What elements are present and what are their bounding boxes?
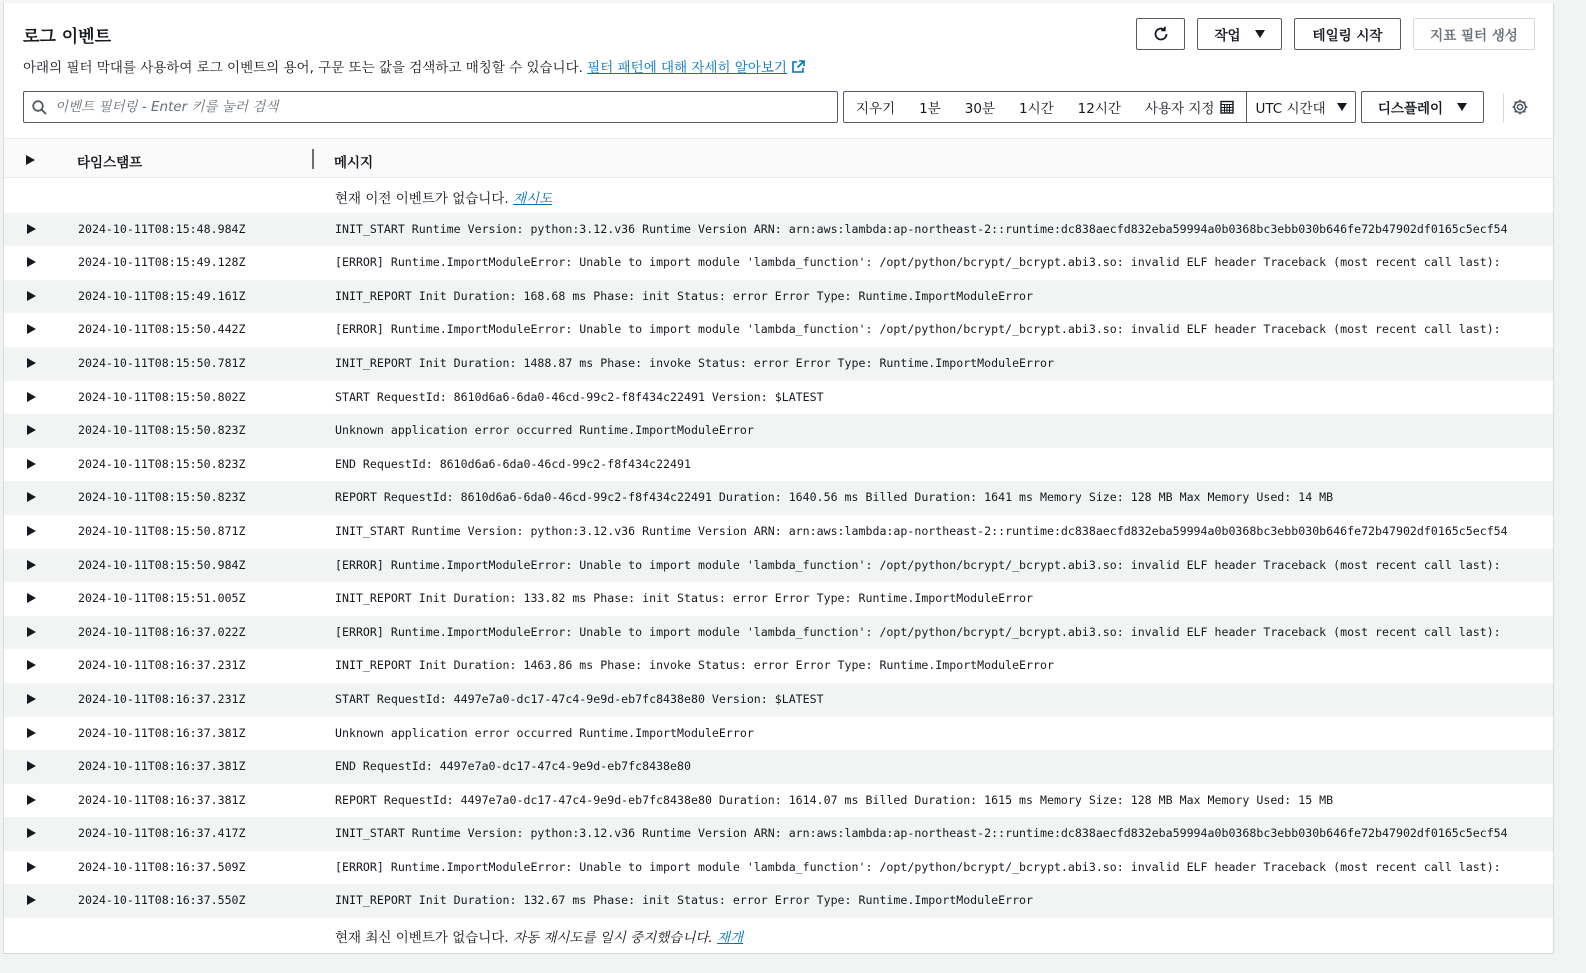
log-timestamp: 2024-10-11T08:16:37.022Z — [78, 624, 246, 639]
table-header — [4, 138, 1553, 178]
refresh-button[interactable] — [1136, 18, 1185, 50]
log-timestamp: 2024-10-11T08:15:50.802Z — [78, 389, 246, 404]
log-message: [ERROR] Runtime.ImportModuleError: Unable to import module 'lambda_function': /opt/python/bcrypt/_bcrypt.abi3.so: invalid ELF header Traceback (most recent call last): — [335, 322, 1501, 337]
expand-row-icon[interactable] — [27, 795, 36, 805]
log-timestamp: 2024-10-11T08:15:50.984Z — [78, 557, 246, 572]
log-event-row[interactable] — [4, 616, 1553, 650]
actions-label: 작업 — [1214, 28, 1241, 44]
time-range-selector — [843, 91, 1356, 123]
log-event-row[interactable] — [4, 414, 1553, 448]
no-newer-events-notice — [4, 918, 1553, 952]
log-message: START RequestId: 4497e7a0-dc17-47c4-9e9d-eb7fc8438e80 Version: $LATEST — [335, 691, 824, 706]
expand-row-icon[interactable] — [27, 224, 36, 234]
log-message: INIT_REPORT Init Duration: 1463.86 ms Phase: invoke Status: error Error Type: Runtime.ImportModuleError — [335, 658, 1054, 673]
log-message: START RequestId: 8610d6a6-6da0-46cd-99c2-f8f434c22491 Version: $LATEST — [335, 389, 824, 404]
filter-search-input[interactable] — [55, 99, 837, 115]
expand-row-icon[interactable] — [27, 728, 36, 738]
resume-link[interactable]: 재개 — [717, 930, 744, 947]
expand-row-icon[interactable] — [27, 660, 36, 670]
display-dropdown-button[interactable] — [1361, 91, 1484, 123]
log-message: INIT_START Runtime Version: python:3.12.v36 Runtime Version ARN: arn:aws:lambda:ap-northeast-2::runtime:dc838aecfd832eba59994a0b0368bc3ebb030b646fe72b47902df0165c5ecf54 — [335, 826, 1508, 841]
display-label: 디스플레이 — [1377, 101, 1444, 117]
log-timestamp: 2024-10-11T08:16:37.550Z — [78, 893, 246, 908]
expand-row-icon[interactable] — [27, 761, 36, 771]
column-header-message[interactable]: 메시지 — [334, 155, 374, 171]
log-message: [ERROR] Runtime.ImportModuleError: Unable to import module 'lambda_function': /opt/python/bcrypt/_bcrypt.abi3.so: invalid ELF header Traceback (most recent call last): — [335, 859, 1501, 874]
log-event-row[interactable] — [4, 817, 1553, 851]
start-tailing-button[interactable] — [1294, 18, 1401, 50]
log-timestamp: 2024-10-11T08:15:50.781Z — [78, 355, 246, 370]
log-message: [ERROR] Runtime.ImportModuleError: Unable to import module 'lambda_function': /opt/python/bcrypt/_bcrypt.abi3.so: invalid ELF header Traceback (most recent call last): — [335, 557, 1501, 572]
log-event-row[interactable] — [4, 884, 1553, 918]
log-event-row[interactable] — [4, 750, 1553, 784]
page-title: 로그 이벤트 — [23, 27, 112, 47]
log-timestamp: 2024-10-11T08:15:50.823Z — [78, 490, 246, 505]
log-events-list — [4, 179, 1553, 952]
timezone-dropdown[interactable] — [1246, 92, 1355, 122]
clear-time-button[interactable]: 지우기 — [856, 101, 896, 117]
log-message: [ERROR] Runtime.ImportModuleError: Unable to import module 'lambda_function': /opt/python/bcrypt/_bcrypt.abi3.so: invalid ELF header Traceback (most recent call last): — [335, 255, 1501, 270]
actions-dropdown-button[interactable] — [1197, 18, 1282, 50]
toolbar-divider — [1503, 93, 1504, 123]
caret-down-icon — [1337, 103, 1347, 111]
retry-link[interactable]: 재시도 — [512, 191, 553, 207]
log-event-row[interactable] — [4, 549, 1553, 583]
time-option-1m[interactable]: 1분 — [919, 101, 941, 117]
log-timestamp: 2024-10-11T08:15:50.871Z — [78, 523, 246, 538]
expand-row-icon[interactable] — [27, 828, 36, 838]
log-message: INIT_START Runtime Version: python:3.12.v36 Runtime Version ARN: arn:aws:lambda:ap-northeast-2::runtime:dc838aecfd832eba59994a0b0368bc3ebb030b646fe72b47902df0165c5ecf54 — [335, 523, 1508, 538]
log-message: END RequestId: 4497e7a0-dc17-47c4-9e9d-eb7fc8438e80 — [335, 759, 691, 774]
create-metric-filter-button[interactable] — [1413, 18, 1535, 50]
log-message: INIT_REPORT Init Duration: 1488.87 ms Phase: invoke Status: error Error Type: Runtime.ImportModuleError — [335, 355, 1054, 370]
column-resizer[interactable] — [312, 149, 314, 169]
log-message: INIT_START Runtime Version: python:3.12.v36 Runtime Version ARN: arn:aws:lambda:ap-northeast-2::runtime:dc838aecfd832eba59994a0b0368bc3ebb030b646fe72b47902df0165c5ecf54 — [335, 221, 1508, 236]
log-event-row[interactable] — [4, 481, 1553, 515]
log-timestamp: 2024-10-11T08:16:37.381Z — [78, 792, 246, 807]
log-timestamp: 2024-10-11T08:16:37.231Z — [78, 691, 246, 706]
top-notice-text: 현재 이전 이벤트가 없습니다. — [335, 191, 509, 207]
log-timestamp: 2024-10-11T08:16:37.381Z — [78, 725, 246, 740]
log-event-row[interactable] — [4, 582, 1553, 616]
expand-all-icon[interactable] — [26, 155, 35, 165]
log-timestamp: 2024-10-11T08:16:37.417Z — [78, 826, 246, 841]
log-event-row[interactable] — [4, 280, 1553, 314]
expand-row-icon[interactable] — [27, 392, 36, 402]
log-message: REPORT RequestId: 4497e7a0-dc17-47c4-9e9d-eb7fc8438e80 Duration: 1614.07 ms Billed Duration: 1615 ms Memory Size: 128 MB Max Memory Used: 15 MB — [335, 792, 1334, 807]
no-older-events-notice — [4, 179, 1553, 213]
expand-row-icon[interactable] — [27, 593, 36, 603]
calendar-icon — [1220, 100, 1234, 114]
expand-row-icon[interactable] — [27, 492, 36, 502]
log-timestamp: 2024-10-11T08:15:50.823Z — [78, 423, 246, 438]
log-message: REPORT RequestId: 8610d6a6-6da0-46cd-99c2-f8f434c22491 Duration: 1640.56 ms Billed Duration: 1641 ms Memory Size: 128 MB Max Memory Used: 14 MB — [335, 490, 1334, 505]
filter-search-box[interactable] — [23, 91, 838, 123]
log-timestamp: 2024-10-11T08:16:37.509Z — [78, 859, 246, 874]
search-icon — [32, 100, 47, 115]
panel-header — [4, 3, 1553, 138]
log-event-row[interactable] — [4, 683, 1553, 717]
expand-row-icon[interactable] — [27, 358, 36, 368]
learn-more-link[interactable]: 필터 패턴에 대해 자세히 알아보기 — [587, 60, 805, 76]
expand-row-icon[interactable] — [27, 560, 36, 570]
log-event-row[interactable] — [4, 347, 1553, 381]
log-timestamp: 2024-10-11T08:16:37.381Z — [78, 759, 246, 774]
expand-row-icon[interactable] — [27, 324, 36, 334]
log-event-row[interactable] — [4, 313, 1553, 347]
tailing-label: 테일링 시작 — [1312, 28, 1383, 44]
time-option-12h[interactable]: 12시간 — [1077, 101, 1121, 117]
log-event-row[interactable] — [4, 649, 1553, 683]
log-timestamp: 2024-10-11T08:16:37.231Z — [78, 658, 246, 673]
log-event-row[interactable] — [4, 213, 1553, 247]
log-message: Unknown application error occurred Runtime.ImportModuleError — [335, 423, 754, 438]
caret-down-icon — [1457, 103, 1467, 111]
gear-icon[interactable] — [1511, 98, 1529, 116]
log-message: INIT_REPORT Init Duration: 133.82 ms Phase: init Status: error Error Type: Runtime.ImportModuleError — [335, 591, 1034, 606]
log-event-row[interactable] — [4, 515, 1553, 549]
log-timestamp: 2024-10-11T08:15:49.128Z — [78, 255, 246, 270]
expand-row-icon[interactable] — [27, 862, 36, 872]
time-option-30m[interactable]: 30분 — [964, 101, 995, 117]
time-option-1h[interactable]: 1시간 — [1019, 101, 1054, 117]
bottom-notice-italic: 자동 재시도를 일시 중지했습니다. — [512, 930, 713, 947]
caret-down-icon — [1255, 30, 1265, 38]
log-event-row[interactable] — [4, 851, 1553, 885]
expand-row-icon[interactable] — [27, 425, 36, 435]
refresh-icon — [1152, 25, 1170, 43]
log-message: INIT_REPORT Init Duration: 168.68 ms Phase: init Status: error Error Type: Runtime.ImportModuleError — [335, 288, 1034, 303]
expand-row-icon[interactable] — [27, 459, 36, 469]
expand-row-icon[interactable] — [27, 257, 36, 267]
log-timestamp: 2024-10-11T08:15:50.823Z — [78, 456, 246, 471]
log-timestamp: 2024-10-11T08:15:50.442Z — [78, 322, 246, 337]
log-timestamp: 2024-10-11T08:15:48.984Z — [78, 221, 246, 236]
custom-time-button[interactable] — [1133, 92, 1247, 122]
log-events-panel — [3, 3, 1554, 954]
log-message: INIT_REPORT Init Duration: 132.67 ms Phase: init Status: error Error Type: Runtime.ImportModuleError — [335, 893, 1034, 908]
log-message: [ERROR] Runtime.ImportModuleError: Unable to import module 'lambda_function': /opt/python/bcrypt/_bcrypt.abi3.so: invalid ELF header Traceback (most recent call last): — [335, 624, 1501, 639]
expand-row-icon[interactable] — [27, 526, 36, 536]
log-event-row[interactable] — [4, 784, 1553, 818]
log-event-row[interactable] — [4, 246, 1553, 280]
column-header-timestamp[interactable]: 타임스탬프 — [77, 155, 143, 171]
timezone-label: UTC 시간대 — [1255, 101, 1326, 117]
log-event-row[interactable] — [4, 381, 1553, 415]
metric-filter-label: 지표 필터 생성 — [1430, 28, 1518, 44]
custom-time-label: 사용자 지정 — [1144, 101, 1215, 117]
panel-description — [23, 56, 805, 76]
log-message: Unknown application error occurred Runtime.ImportModuleError — [335, 725, 754, 740]
expand-row-icon[interactable] — [27, 895, 36, 905]
expand-row-icon[interactable] — [27, 694, 36, 704]
expand-row-icon[interactable] — [27, 291, 36, 301]
log-event-row[interactable] — [4, 448, 1553, 482]
log-message: END RequestId: 8610d6a6-6da0-46cd-99c2-f8f434c22491 — [335, 456, 691, 471]
log-event-row[interactable] — [4, 717, 1553, 751]
description-text: 아래의 필터 막대를 사용하여 로그 이벤트의 용어, 구문 또는 값을 검색하고 매칭할 수 있습니다. — [23, 60, 583, 76]
log-timestamp: 2024-10-11T08:15:49.161Z — [78, 288, 246, 303]
expand-row-icon[interactable] — [27, 627, 36, 637]
log-timestamp: 2024-10-11T08:15:51.005Z — [78, 591, 246, 606]
bottom-notice-text: 현재 최신 이벤트가 없습니다. — [335, 930, 509, 947]
external-link-icon — [791, 60, 805, 74]
